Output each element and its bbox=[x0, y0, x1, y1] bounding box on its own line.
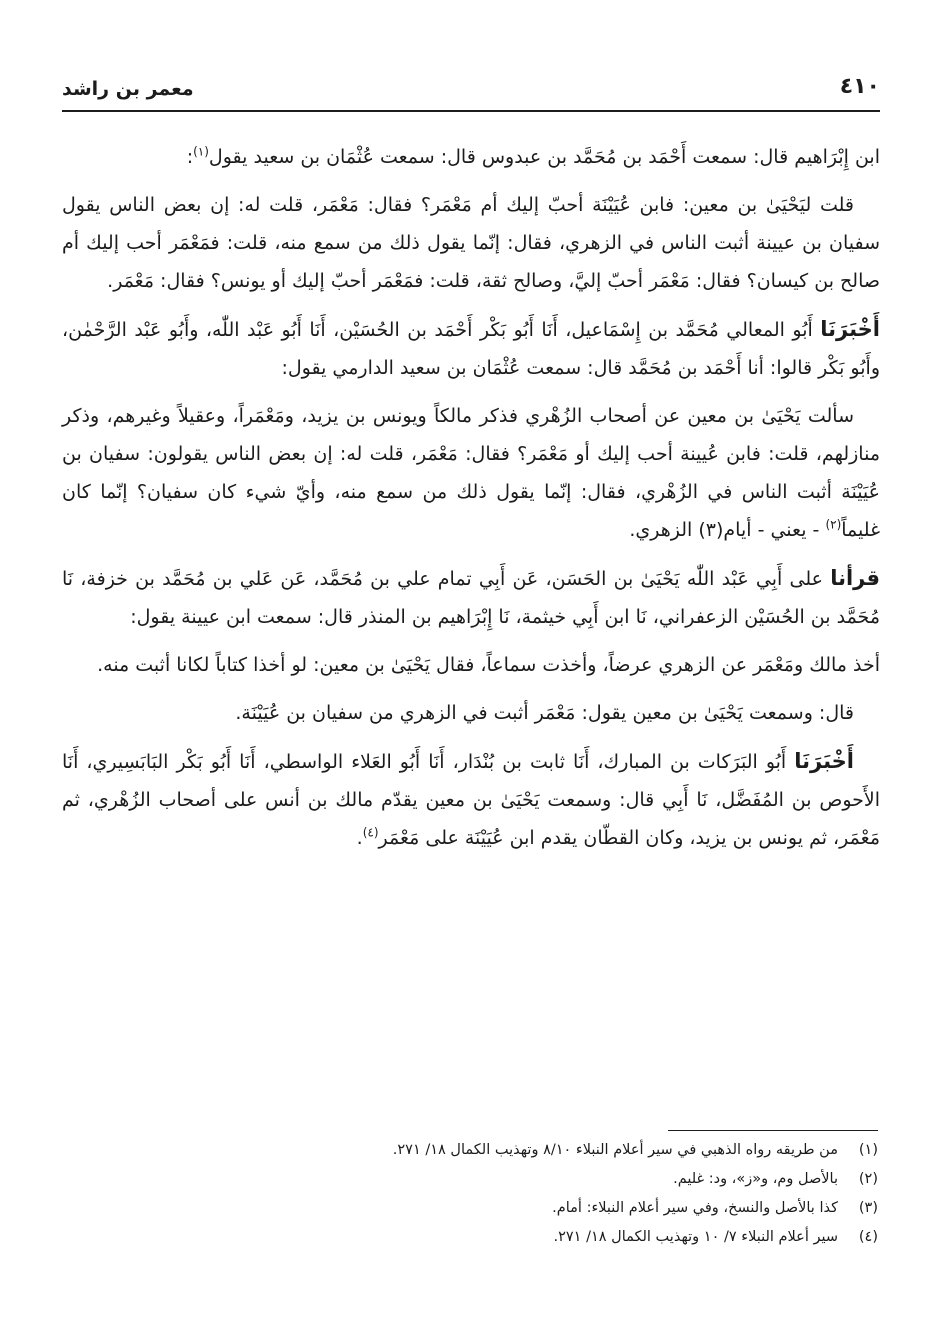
isnad-lead-word: قرأنا bbox=[830, 566, 880, 590]
paragraph-tail: . bbox=[356, 827, 363, 849]
paragraph-7 bbox=[62, 694, 880, 732]
footnote-text: من طريقه رواه الذهبي في سير أعلام النبلاء ٨/١٠ وتهذيب الكمال ١٨/ ٢٧١. bbox=[392, 1142, 838, 1158]
footnote-item bbox=[60, 1167, 878, 1192]
footnote-text: سير أعلام النبلاء ٧/ ١٠ وتهذيب الكمال ١٨/ ٢٧١. bbox=[553, 1229, 838, 1245]
paragraph-text: أَبُو المعالي مُحَمَّد بن إِسْمَاعيل، أَنَا أَبُو بَكْر أَحْمَد بن الحُسَيْن، أَنَا أَبُو عَبْد اللّٰه، وأَبُو عَبْد الرَّحْمٰن، وأَبُو بَكْر قالوا: أنا أَحْمَد بن مُحَمَّد قال: سمعت عُثْمَان بن سعيد الدارمي يقول: bbox=[62, 319, 880, 379]
footnote-text: كذا بالأصل والنسخ، وفي سير أعلام النبلاء: أمام. bbox=[552, 1200, 838, 1216]
footnote-number: (١) bbox=[858, 1142, 878, 1158]
footnote-number: (٣) bbox=[858, 1200, 878, 1216]
running-title: معمر بن راشد bbox=[62, 78, 194, 100]
paragraph-3 bbox=[62, 310, 880, 387]
paragraph-4 bbox=[62, 397, 880, 549]
paragraph-text: قال: وسمعت يَحْيَىٰ بن معين يقول: مَعْمَر أثبت في الزهري من سفيان بن عُيَيْنَة. bbox=[235, 702, 854, 724]
isnad-lead-word: أَخْبَرَنَا bbox=[794, 749, 854, 773]
footnote-reference: (٢) bbox=[825, 517, 842, 532]
paragraph-text: ابن إِبْرَاهيم قال: سمعت أَحْمَد بن مُحَمَّد بن عبدوس قال: سمعت عُثْمَان بن سعيد يقول bbox=[208, 146, 880, 168]
paragraph-1 bbox=[62, 138, 880, 176]
paragraph-6 bbox=[62, 646, 880, 684]
footnote-number: (٢) bbox=[858, 1171, 878, 1187]
paragraph-text: أَبُو البَرَكات بن المبارك، أَنَا ثابت بن بُنْدَار، أَنَا أَبُو العَلاء الواسطي، أَنَا أَبُو بَكْر البَابَسِيري، أَنَا الأَحوص بن المُفَضَّل، نَا أَبِي قال: وسمعت يَحْيَىٰ بن معين يقدّم مالك بن أنس على أصحاب الزُهْري، ثم مَعْمَر، ثم يونس بن يزيد، وكان القطّان يقدم ابن عُيَيْنَة على مَعْمَر bbox=[62, 751, 880, 849]
footnote-number: (٤) bbox=[858, 1229, 878, 1245]
footnote-divider bbox=[668, 1130, 878, 1131]
page-header bbox=[62, 70, 880, 112]
footnote-reference: (١) bbox=[193, 144, 209, 159]
footnote-item bbox=[60, 1225, 878, 1250]
page-body bbox=[62, 138, 880, 867]
footnotes bbox=[60, 1138, 878, 1254]
footnote-item bbox=[60, 1196, 878, 1221]
paragraph-2 bbox=[62, 186, 880, 300]
paragraph-text: قلت ليَحْيَىٰ بن معين: فابن عُيَيْنَة أحبّ إليك أم مَعْمَر؟ فقال: مَعْمَر، قلت له: إن بعض الناس يقول سفيان بن عيينة أثبت الناس في الزهري، فقال: إنّما يقول ذلك من سمع منه، قلت: فمَعْمَر أحب إليك أم صالح بن كيسان؟ فقال: مَعْمَر أحبّ إليَّ، وصالح ثقة، قلت: فمَعْمَر أحبّ إليك أو يونس؟ فقال: مَعْمَر. bbox=[62, 194, 880, 292]
paragraph-5 bbox=[62, 559, 880, 636]
footnote-reference: (٤) bbox=[362, 825, 379, 840]
paragraph-text: أخذ مالك ومَعْمَر عن الزهري عرضاً، وأخذت سماعاً، فقال يَحْيَىٰ بن معين: لو أخذا كتاباً لكانا أثبت منه. bbox=[97, 654, 880, 676]
paragraph-text: سألت يَحْيَىٰ بن معين عن أصحاب الزُهْري فذكر مالكاً ويونس بن يزيد، ومَعْمَراً، وعقيلاً وغيرهم، وذكر منازلهم، قلت: فابن عُيينة أحب إليك أو مَعْمَر؟ فقال: مَعْمَر، قلت له: إن بعض الناس يقولون: سفيان بن عُيَيْنَة أثبت الناس في الزُهْري، فقال: إنّما يقول ذلك من سمع منه، وأيّ شيء كان سفيان؟ إنّما كان غليماً bbox=[62, 405, 880, 541]
footnote-text: بالأصل وم، و«ز»، ود: غليم. bbox=[673, 1171, 838, 1187]
paragraph-8 bbox=[62, 742, 880, 857]
footnote-item bbox=[60, 1138, 878, 1163]
paragraph-text: على أَبِي عَبْد اللّٰه يَحْيَىٰ بن الحَسَن، عَن أَبِي تمام علي بن مُحَمَّد، عَن عَلي بن مُحَمَّد بن خزفة، نَا مُحَمَّد بن الحُسَيْن الزعفراني، نَا ابن أَبِي خيثمة، نَا إِبْرَاهيم بن المنذر قال: سمعت ابن عيينة يقول: bbox=[62, 568, 880, 628]
page-number: ٤١٠ bbox=[839, 74, 880, 99]
isnad-lead-word: أَخْبَرَنَا bbox=[820, 317, 880, 341]
paragraph-tail: : bbox=[186, 146, 194, 168]
paragraph-tail: - يعني - أيام(٣) الزهري. bbox=[629, 519, 826, 541]
